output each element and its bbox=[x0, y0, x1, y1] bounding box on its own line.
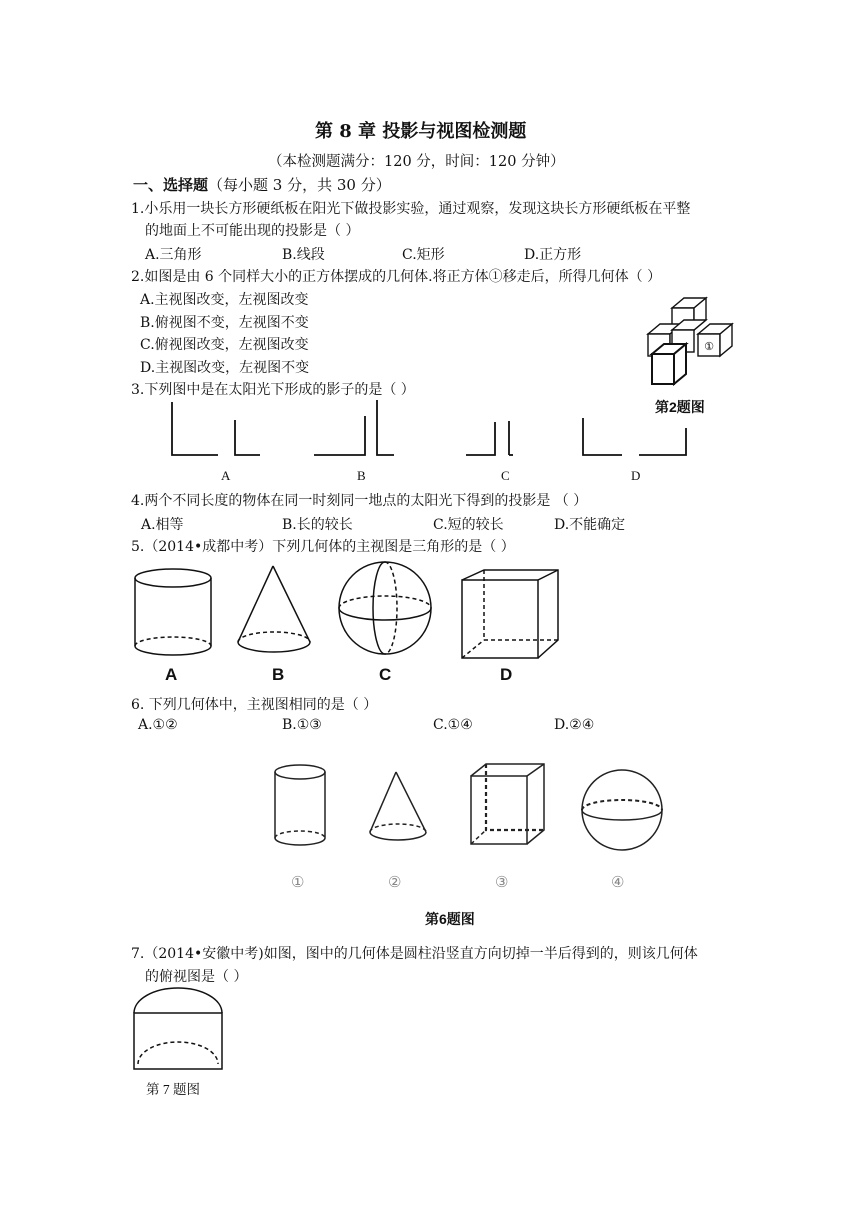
q6-cube bbox=[471, 764, 544, 844]
section-note: （每小题 3 分，共 30 分） bbox=[208, 176, 391, 194]
q2-cubes-figure bbox=[640, 294, 745, 392]
q3-label-a: A bbox=[221, 468, 231, 483]
q3-label-d: D bbox=[631, 468, 641, 483]
q6-solids-figure bbox=[268, 760, 678, 856]
q3-label-b: B bbox=[357, 468, 366, 483]
q6-option-b: B.①③ bbox=[282, 717, 322, 733]
q7-line2: 的俯视图是（ ） bbox=[145, 969, 248, 985]
q5-label-c: C bbox=[379, 665, 392, 684]
q6-label-2: ② bbox=[388, 873, 402, 891]
q3-a-pole-2 bbox=[235, 420, 260, 455]
section-heading bbox=[133, 174, 391, 195]
q6-option-d: D.②④ bbox=[554, 717, 595, 733]
q6-cylinder bbox=[275, 765, 325, 845]
q5-cylinder bbox=[135, 569, 211, 655]
q1-option-b: B.线段 bbox=[282, 247, 325, 263]
q3-label-c: C bbox=[501, 468, 510, 483]
q7-figure-caption: 第 7 题图 bbox=[146, 1082, 200, 1097]
q4-option-b: B.长的较长 bbox=[282, 517, 353, 533]
cube-1-label: ① bbox=[704, 340, 714, 353]
q6-option-a: A.①② bbox=[138, 717, 178, 733]
q6-label-3: ③ bbox=[495, 873, 509, 891]
q4-option-d: D.不能确定 bbox=[554, 517, 626, 533]
q2-text: 2.如图是由 6 个同样大小的正方体摆成的几何体.将正方体①移走后，所得几何体（ ） bbox=[131, 269, 662, 285]
q5-cone bbox=[238, 566, 310, 652]
q3-b-pole-1 bbox=[314, 416, 365, 455]
q1-line2: 的地面上不可能出现的投影是（ ） bbox=[145, 223, 360, 239]
q5-label-b: B bbox=[272, 665, 285, 684]
q6-text: 6. 下列几何体中，主视图相同的是（ ） bbox=[131, 697, 378, 713]
q6-label-4: ④ bbox=[611, 873, 625, 891]
q1-option-d: D.正方形 bbox=[524, 247, 582, 263]
q4-option-c: C.短的较长 bbox=[433, 517, 504, 533]
q6-cone bbox=[370, 772, 426, 840]
q5-label-a: A bbox=[165, 665, 178, 684]
q2-option-c: C.俯视图改变，左视图改变 bbox=[140, 337, 309, 353]
q2-figure-caption: 第2题图 bbox=[655, 399, 705, 415]
q3-a-pole-1 bbox=[172, 402, 218, 455]
q3-c-pole-1 bbox=[466, 422, 495, 455]
q5-label-d: D bbox=[500, 665, 513, 684]
q3-d-pole-1 bbox=[583, 418, 622, 455]
q2-option-d: D.主视图改变，左视图不变 bbox=[140, 360, 310, 376]
q5-text: 5.（2014•成都中考）下列几何体的主视图是三角形的是（ ） bbox=[131, 539, 515, 555]
q6-sphere bbox=[582, 770, 662, 850]
q6-label-1: ① bbox=[291, 873, 305, 891]
section-title: 一、选择题 bbox=[133, 176, 209, 194]
q1-option-c: C.矩形 bbox=[402, 247, 445, 263]
q3-shadow-figures bbox=[160, 398, 700, 460]
q4-option-a: A.相等 bbox=[141, 517, 184, 533]
exam-info: （本检测题满分：120 分，时间：120 分钟） bbox=[268, 154, 565, 170]
q3-d-pole-2 bbox=[639, 428, 686, 455]
q5-sphere bbox=[339, 562, 431, 654]
q5-cube bbox=[462, 570, 558, 658]
q1-option-a: A.三角形 bbox=[145, 247, 202, 263]
page-title: 第 8 章 投影与视图检测题 bbox=[315, 121, 527, 142]
q2-option-b: B.俯视图不变，左视图不变 bbox=[140, 315, 309, 331]
q3-text: 3.下列图中是在太阳光下形成的影子的是（ ） bbox=[131, 382, 415, 398]
q6-figure-caption: 第6题图 bbox=[425, 911, 475, 927]
q4-text: 4.两个不同长度的物体在同一时刻同一地点的太阳光下得到的投影是 （ ） bbox=[131, 493, 588, 509]
q7-half-cylinder-figure bbox=[132, 986, 224, 1072]
q2-option-a: A.主视图改变，左视图改变 bbox=[140, 292, 309, 308]
q6-option-c: C.①④ bbox=[433, 717, 473, 733]
q3-b-pole-2 bbox=[377, 400, 394, 455]
q5-solids-figure bbox=[128, 562, 568, 662]
q7-line1: 7.（2014•安徽中考)如图，图中的几何体是圆柱沿竖直方向切掉一半后得到的，则该几何体 bbox=[131, 946, 698, 962]
q1-line1: 1.小乐用一块长方形硬纸板在阳光下做投影实验，通过观察，发现这块长方形硬纸板在平整 bbox=[131, 201, 691, 217]
